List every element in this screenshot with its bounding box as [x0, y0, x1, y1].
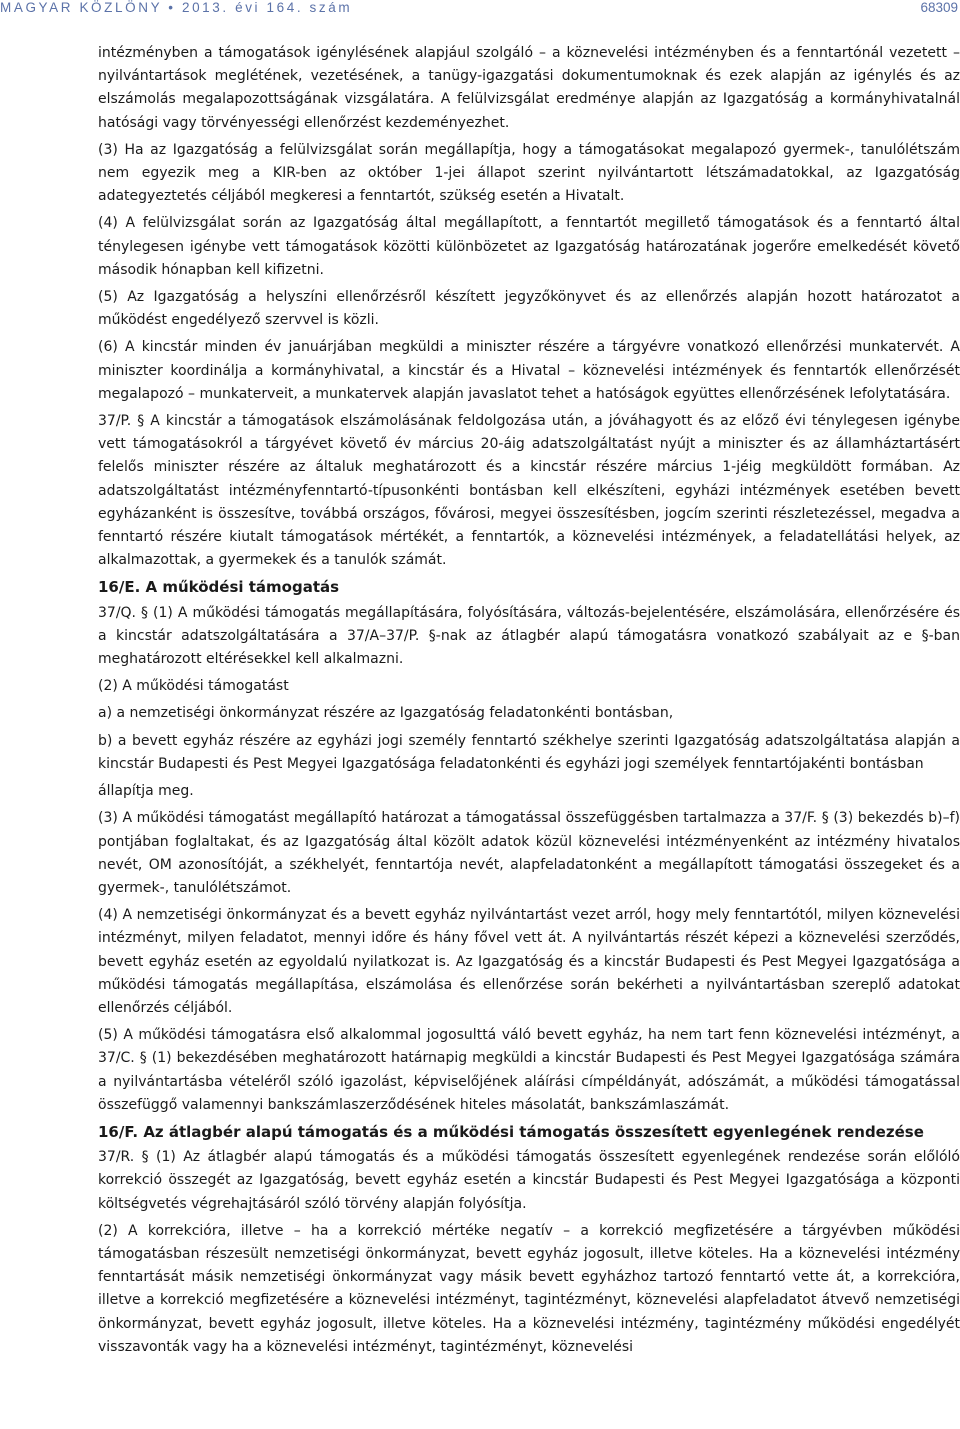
section-37q-2: (2) A működési támogatást: [98, 678, 289, 695]
section-37p: 37/P. § A kincstár a támogatások elszámolásának feldolgozása után, a jóváhagyott és az előző évi ténylegesen igénybe vett támogatásokról a tárgyévet követő év március 20-áig adatszolgáltatást nyújt a miniszter és az államháztartásért felelős miniszter részére az általuk meghatározott és a kincstár részére március 1-jéig megküldött formában. Az adatszolgáltatást intézményfenntartó-típusonkénti bontásban kell elkészíteni, egyházi intézmények esetében bevett egyházanként is összesítve, továbbá országos, fővárosi, megyei összesítésben, jogcím szerinti részletezéssel, megadva a fenntartó részére kiutalt támogatások mértékét, a fenntartók, a köznevelési intézmények, a feladatellátási helyek, az alkalmazottak, a gyermekek és a tanulók számát.: [98, 413, 960, 569]
paragraph-6: (6) A kincstár minden év januárjában megküldi a miniszter részére a tárgyévre vonatkozó ellenőrzési munkatervét. A miniszter koordinálja a kormányhivatal, a kincstár és a Hivatal – köznevelési intézmények és fenntartók ellenőrzését megalapozó – munkaterveit, a munkatervek alapján javaslatot tehet a hatóságok együttes ellenőrzésének lefolytatására.: [98, 339, 960, 402]
paragraph-4: (4) A felülvizsgálat során az Igazgatóság által megállapított, a fenntartót megillető támogatások és a fenntartó által ténylegesen igénybe vett támogatások közötti különbözetet az Igazgatóság határozatának jogerőre emelkedését követő második hónapban kell kifizetni.: [98, 215, 960, 278]
section-37q-4: (4) A nemzetiségi önkormányzat és a bevett egyház nyilvántartást vezet arról, hogy mely fenntartótól, milyen köznevelési intézményt, milyen feladatot, mennyi időre és hány fővel vett át. A nyilvántartás részét képezi a köznevelési szerződés, bevett egyház esetén az egyoldalú nyilatkozat is. Az Igazgatóság és a kincstár Budapesti és Pest Megyei Igazgatósága a működési támogatás megállapítása, elszámolása és ellenőrzése során bekérheti a nyilvántartásban szereplő adatokat ellenőrzés céljából.: [98, 907, 960, 1016]
list-item-a: a) a nemzetiségi önkormányzat részére az Igazgatóság feladatonkénti bontásban,: [98, 705, 674, 722]
list-item-b: b) a bevett egyház részére az egyházi jogi személy fenntartó székhelye szerinti Igazgatóság adatszolgáltatása alapján a kincstár Budapesti és Pest Megyei Igazgatósága feladatonkénti és egyházi jogi személyek fenntartójakénti bontásban: [98, 732, 960, 772]
section-37r-2: (2) A korrekcióra, illetve – ha a korrekció mértéke negatív – a korrekció megfizetésére a tárgyévben működési támogatásban részesült nemzetiségi önkormányzat, bevett egyház jogosult, illetve köteles. Ha a köznevelési intézmény fenntartását másik nemzetiségi önkormányzat vagy másik bevett egyházhoz tartozó fenntartó vette át, a korrekcióra, illetve a korrekció megfizetésére a köznevelési intézményt, tagintézményt, köznevelési alapfeladatot átvevő nemzetiségi önkormányzat, bevett egyház jogosult, illetve köteles. Ha a köznevelési intézmény, tagintézmény működési engedélyét visszavonták vagy ha a köznevelési intézményt, tagintézményt, köznevelési: [98, 1222, 960, 1355]
paragraph-5: (5) Az Igazgatóság a helyszíni ellenőrzésről készített jegyzőkönyvet és az ellenőrzés alapján hozott határozatot a működést engedélyező szervvel is közli.: [98, 289, 960, 329]
list-closing: állapítja meg.: [98, 783, 194, 800]
paragraph-continuation: intézményben a támogatások igénylésének alapjául szolgáló – a köznevelési intézményben és a fenntartónál vezetett – nyilvántartások meglétének, vezetésének, a tanügy-igazgatási dokumentumoknak és ezek alapján az igénylés és az elszámolás megalapozottságának vizsgálatára. A felülvizsgálat eredménye alapján az Igazgatóság a kormányhivatalnál hatósági vagy törvényességi ellenőrzést kezdeményezhet.: [98, 45, 960, 131]
page-number: 68309: [920, 0, 958, 15]
section-37q-3: (3) A működési támogatást megállapító határozat a támogatással összefüggésben tartalmazza a 37/F. § (3) bekezdés b)–f) pontjában foglaltakat, és az Igazgatóság által közölt adatok közül köznevelési intézményenként az intézmény hivatalos nevét, OM azonosítóját, a székhelyét, fenntartója nevét, alapfeladatonként a megállapított támogatási összegeket és a gyermek-, tanulólétszámot.: [98, 810, 960, 896]
paragraph-3: (3) Ha az Igazgatóság a felülvizsgálat során megállapítja, hogy a támogatásokat megalapozó gyermek-, tanulólétszám nem egyezik meg a KIR-ben az október 1-jei állapot szerint nyilvántartott létszámadatokkal, az Igazgatóság adategyeztetés céljából megkeresi a fenntartót, szükség esetén a Hivatalt.: [98, 141, 960, 205]
heading-16f: 16/F. Az átlagbér alapú támogatás és a működési támogatás összesített egyenlegének rendezése: [98, 1122, 924, 1141]
section-37q-5: (5) A működési támogatásra első alkalommal jogosulttá váló bevett egyház, ha nem tart fenn köznevelési intézményt, a 37/C. § (1) bekezdésében meghatározott határnapig megküldi a kincstár Budapesti és Pest Megyei Igazgatósága számára a nyilvántartásba vételéről szóló igazolást, képviselőjének aláírási címpéldányát, adószámát, a működési támogatással összefüggő valamennyi bankszámlaszerződésének hiteles másolatát, bankszámlaszámát.: [98, 1027, 960, 1113]
page-header: [0, 0, 960, 24]
heading-16e: 16/E. A működési támogatás: [98, 578, 340, 597]
section-37r-1: 37/R. § (1) Az átlagbér alapú támogatás és a működési támogatás összesített egyenlegének rendezése során előlóló korrekció összegét az Igazgatóság, bevett egyház esetén a kincstár Budapesti és Pest Megyei Igazgatósága a központi költségvetés végrehajtásáról szóló törvény alapján folyósítja.: [98, 1149, 960, 1212]
document-body: [98, 42, 960, 1363]
journal-title: MAGYAR KÖZLÖNY • 2013. évi 164. szám: [0, 0, 353, 15]
section-37q-1: 37/Q. § (1) A működési támogatás megállapítására, folyósítására, változás-bejelentésére, elszámolására, ellenőrzésére és a kincstár adatszolgáltatására a 37/A–37/P. §-nak az átlagbér alapú támogatásra vonatkozó szabályait az e §-ban meghatározott eltérésekkel kell alkalmazni.: [98, 604, 960, 668]
